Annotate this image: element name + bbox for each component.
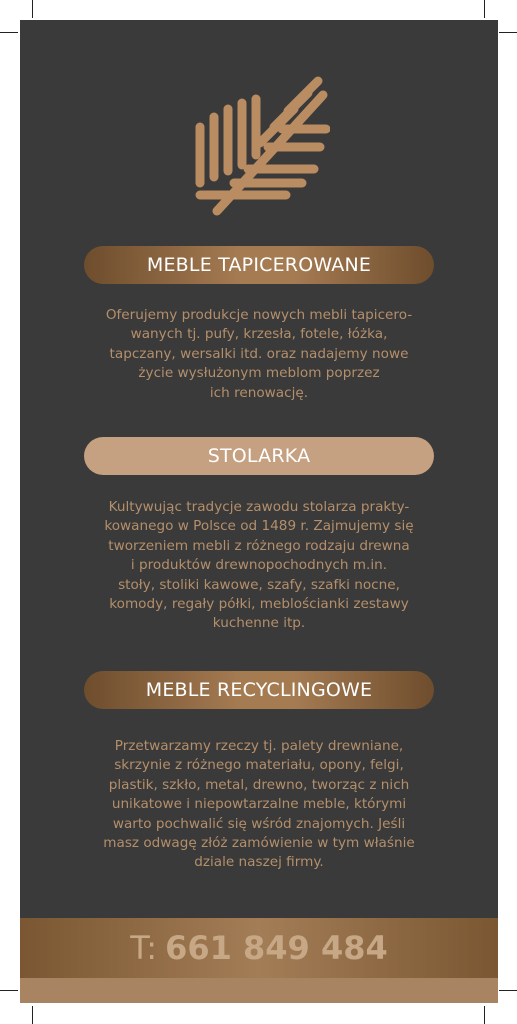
phone-number: 661 849 484	[165, 929, 388, 967]
crop-mark	[0, 990, 18, 991]
text-line: kowanego w Polsce od 1489 r. Zajmujemy się	[104, 518, 414, 535]
phone-band	[20, 918, 498, 978]
text-line: warto pochwalić się wśród znajomych. Jeśli	[112, 815, 406, 832]
section-text-upholstered	[70, 306, 448, 403]
text-line: tapczany, wersalki itd. oraz nadajemy nowe	[109, 345, 409, 362]
text-line: unikatowe i niepowtarzalne meble, którymi	[111, 796, 407, 813]
crop-mark	[499, 32, 517, 33]
text-line: komody, regały półki, meblościanki zestawy	[109, 596, 409, 613]
footer-strip	[20, 978, 498, 1003]
text-line: Kultywując tradycje zawodu stolarza prakty-	[108, 499, 410, 515]
section-title-text: MEBLE TAPICEROWANE	[146, 254, 372, 276]
text-line: i produktów drewnopochodnych m.in.	[130, 557, 388, 574]
section-title-carpentry	[84, 437, 434, 475]
section-title-recycling	[84, 671, 434, 709]
text-line: ich renowację.	[209, 384, 309, 401]
text-line: Przetwarzamy rzeczy tj. palety drewniane,	[114, 738, 404, 754]
text-line: życie wysłużonym meblom poprzez	[138, 365, 380, 382]
phone-prefix: T:	[130, 929, 158, 967]
section-text-carpentry	[70, 498, 448, 634]
crop-mark	[484, 0, 485, 18]
crop-mark	[32, 0, 33, 18]
text-line: dziale naszej firmy.	[194, 854, 324, 871]
crop-mark	[0, 32, 18, 33]
wheat-ear-logo-icon	[190, 65, 330, 235]
text-line: stoły, stoliki kawowe, szafy, szafki nocne,	[118, 576, 400, 593]
text-line: kuchenne itp.	[212, 615, 306, 632]
text-line: Oferujemy produkcje nowych mebli tapicero-	[105, 307, 413, 323]
crop-mark	[499, 990, 517, 991]
section-title-text: MEBLE RECYCLINGOWE	[145, 679, 373, 701]
crop-mark	[484, 1006, 485, 1024]
section-text-recycling	[70, 737, 448, 873]
section-title-upholstered	[84, 246, 434, 284]
text-line: plastik, szkło, metal, drewno, tworząc z nich	[108, 776, 410, 793]
text-line: tworzeniem mebli z różnego rodzaju drewna	[108, 537, 410, 554]
text-line: skrzynie z różnego materiału, opony, felgi,	[114, 757, 404, 774]
crop-mark	[32, 1006, 33, 1024]
text-line: wanych tj. pufy, krzesła, fotele, łóżka,	[130, 326, 388, 343]
text-line: masz odwagę złóż zamówienie w tym właśnie	[103, 835, 415, 852]
section-title-text: STOLARKA	[207, 445, 311, 467]
flyer-card	[20, 20, 498, 1003]
